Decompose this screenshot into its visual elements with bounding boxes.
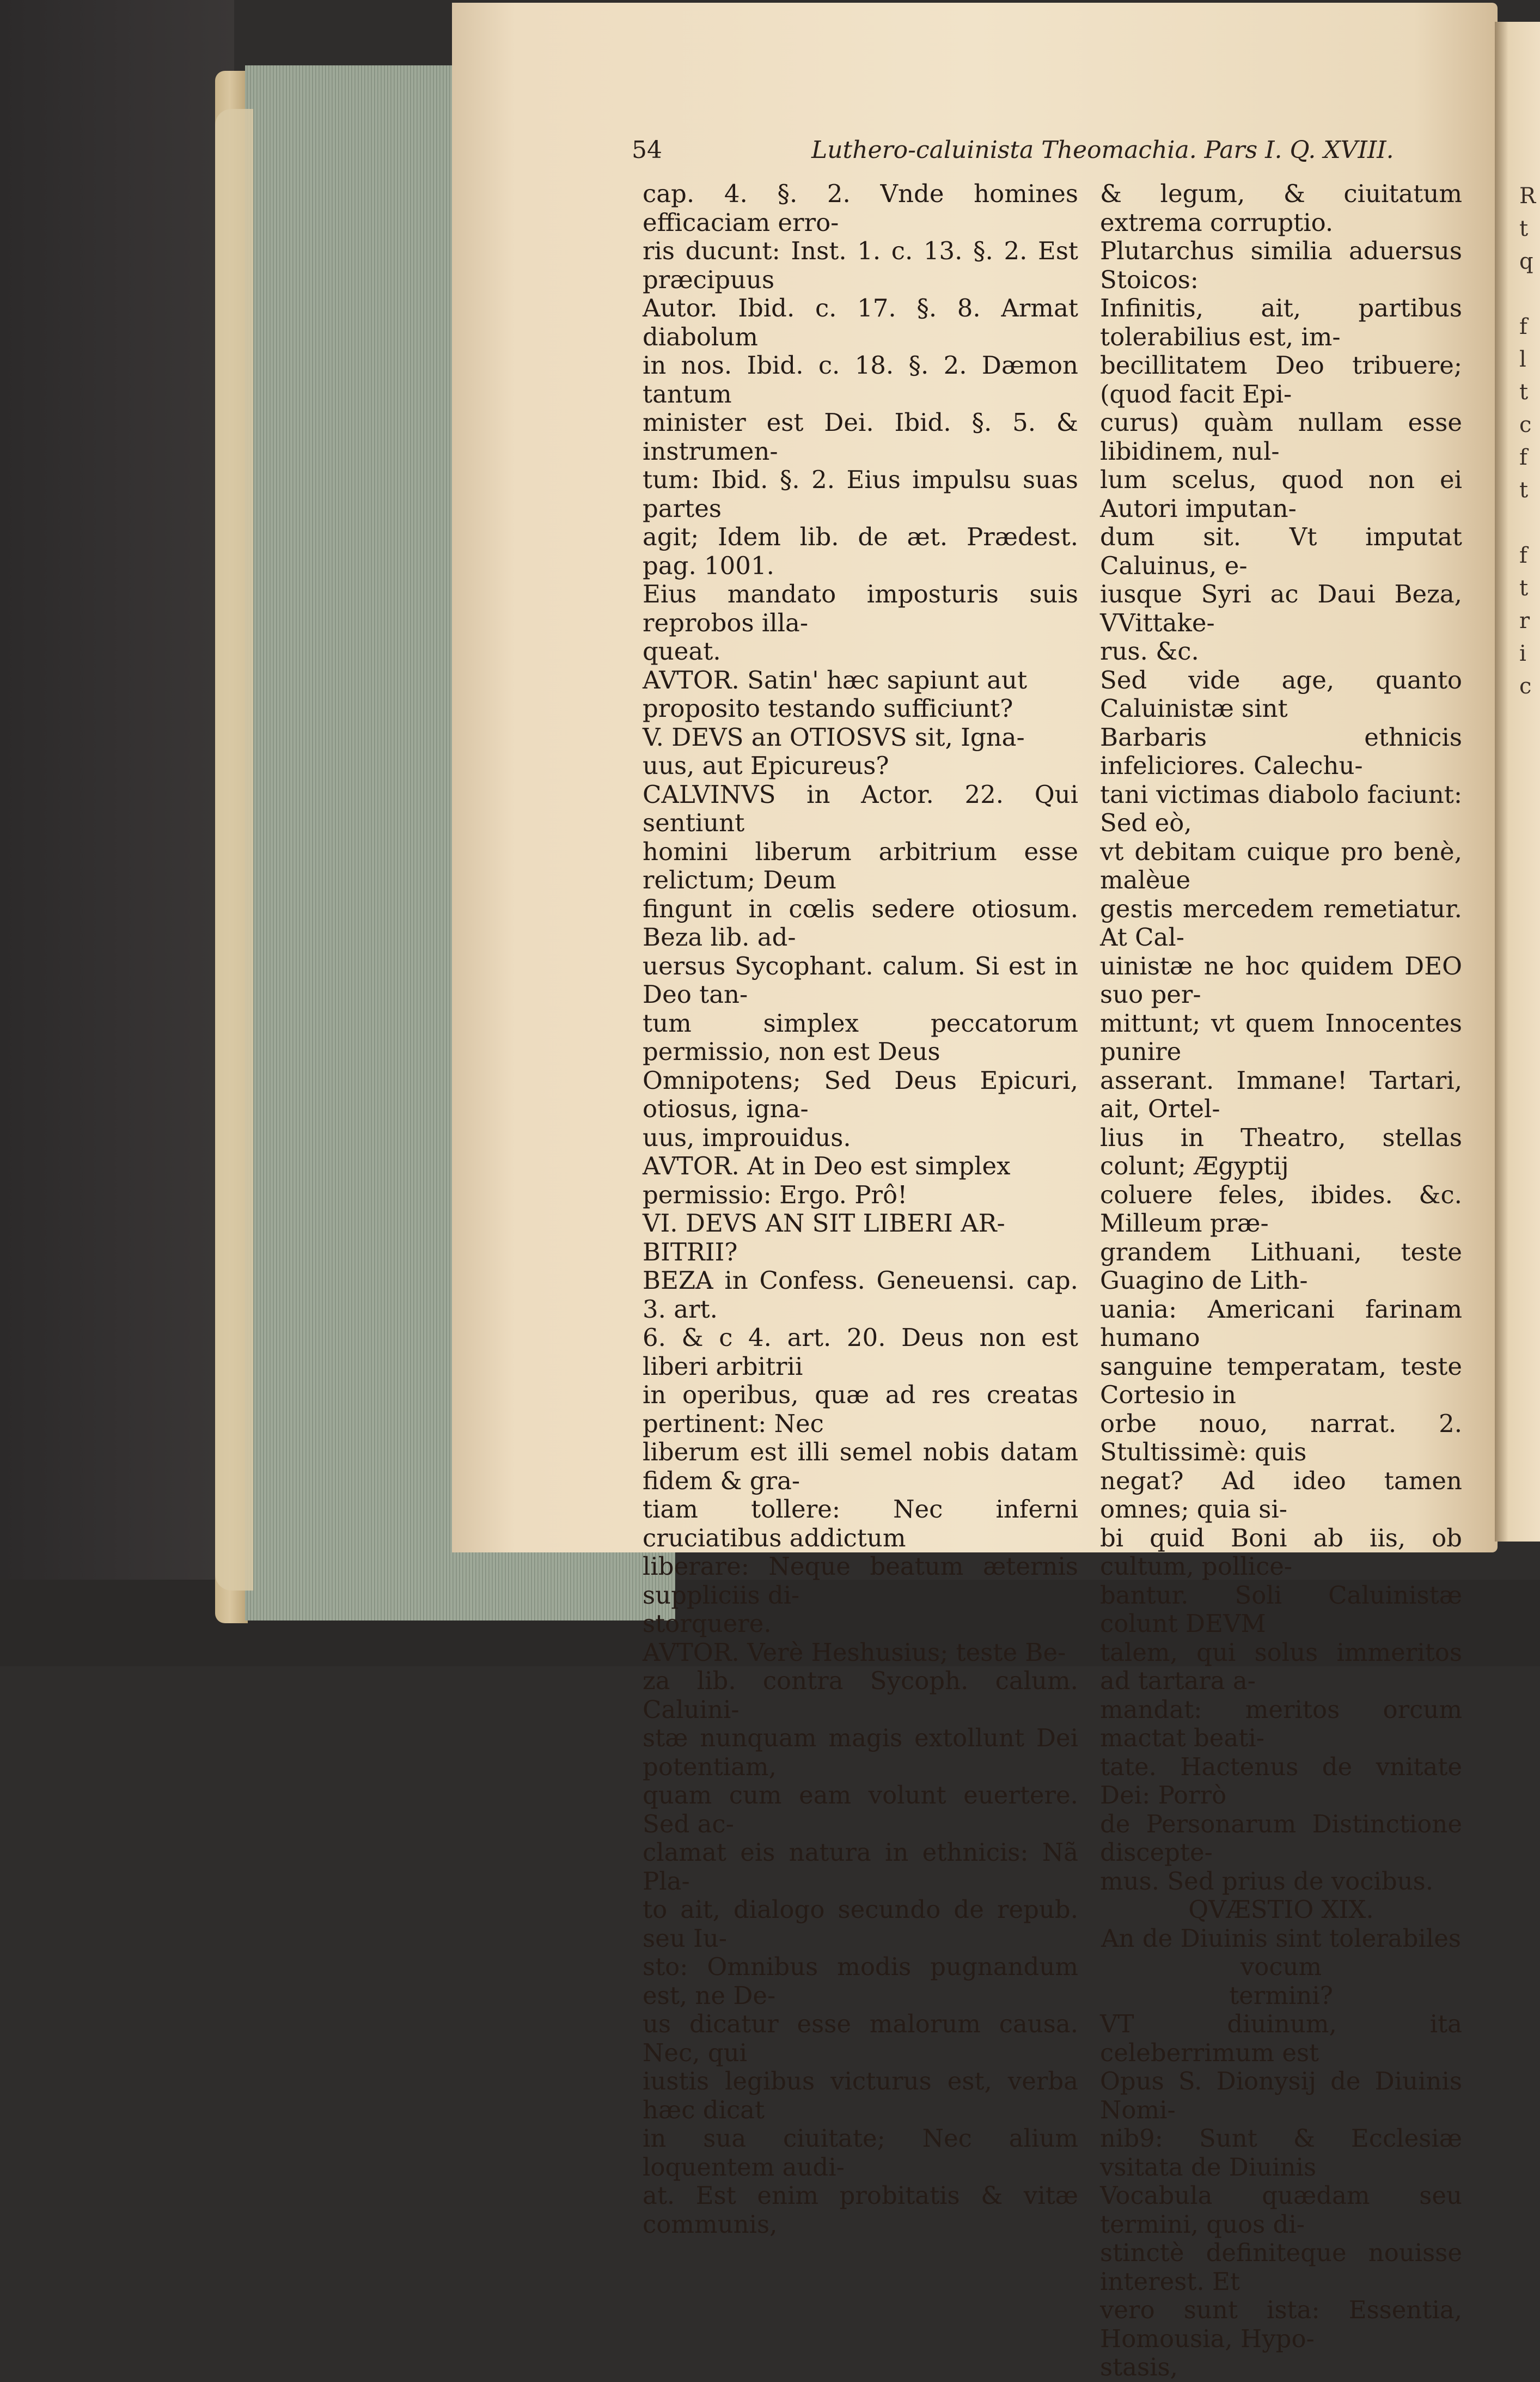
text-line: Autor. Ibid. c. 17. §. 8. Armat diabolum <box>643 294 1078 351</box>
text-line: talem, qui solus immeritos ad tartara a- <box>1100 1637 1462 1695</box>
text-line: curus) quàm nullam esse libidinem, nul- <box>1100 408 1462 466</box>
text-line: dum sit. Vt imputat Caluinus, e- <box>1100 522 1462 580</box>
text-line: sanguine temperatam, teste Cortesio in <box>1100 1351 1462 1409</box>
text-line: 6. & c 4. art. 20. Deus non est liberi arbitrii <box>643 1323 1078 1381</box>
text-line: tani victimas diabolo faciunt: Sed eò, <box>1100 779 1462 837</box>
page-number: 54 <box>632 136 662 164</box>
text-line: VT diuinum, ita celeberrimum est <box>1100 2009 1462 2067</box>
text-line: cap. 4. §. 2. Vnde homines efficaciam erro- <box>643 179 1078 237</box>
text-line: de Personarum Distinctione discepte- <box>1100 1809 1462 1867</box>
margin-fragment: c <box>1519 412 1532 437</box>
text-line: termini? <box>1229 1981 1333 2010</box>
text-line: negat? Ad ideo tamen omnes; quia si- <box>1100 1466 1462 1524</box>
text-line: VI. DEVS AN SIT LIBERI AR- <box>643 1209 1005 1238</box>
text-line: orbe nouo, narrat. 2. Stultissimè: quis <box>1100 1409 1462 1466</box>
text-line: Opus S. Dionysij de Diuinis Nomi- <box>1100 2067 1462 2124</box>
text-line: V. DEVS an OTIOSVS sit, Igna- <box>643 722 1025 752</box>
text-line: in sua ciuitate; Nec alium loquentem audi- <box>643 2124 1078 2182</box>
text-line: liberare: Neque beatum æternis suppliciis di- <box>643 1552 1078 1610</box>
margin-fragment: f <box>1519 445 1527 470</box>
text-line: mittunt; vt quem Innocentes punire <box>1100 1008 1462 1066</box>
facing-page-margin-text <box>1519 180 1540 703</box>
text-line: liberum est illi semel nobis datam fidem & gra- <box>643 1437 1078 1495</box>
text-line: tiam tollere: Nec inferni cruciatibus addictum <box>643 1495 1078 1552</box>
margin-fragment <box>1519 278 1540 310</box>
text-line: & legum, & ciuitatum extrema corruptio. <box>1100 179 1462 237</box>
margin-fragment <box>1519 507 1540 539</box>
text-line: in operibus, quæ ad res creatas pertinent: Nec <box>643 1380 1078 1438</box>
text-line: Infinitis, ait, partibus tolerabilius est, im- <box>1100 294 1462 351</box>
text-line: uus, aut Epicureus? <box>643 751 889 780</box>
background-left <box>0 0 234 1666</box>
margin-fragment: t <box>1519 478 1529 503</box>
text-line: Vocabula quædam seu termini, quos di- <box>1100 2181 1462 2239</box>
text-line: minister est Dei. Ibid. §. 5. & instrumen- <box>643 408 1078 466</box>
text-line: quam cum eam volunt euertere. Sed ac- <box>643 1781 1078 1838</box>
text-line: storquere. <box>643 1609 772 1638</box>
margin-fragment: c <box>1519 674 1532 699</box>
text-line: BITRII? <box>643 1237 738 1266</box>
margin-fragment: i <box>1519 641 1526 666</box>
margin-fragment: q <box>1519 249 1533 274</box>
text-line: permissio: Ergo. Prô! <box>643 1180 908 1209</box>
text-line: AVTOR. Verè Heshusius; teste Be- <box>643 1637 1066 1667</box>
text-line: AVTOR. At in Deo est simplex <box>643 1152 1011 1180</box>
text-line: nib9: Sunt & Ecclesiæ vsitata de Diuinis <box>1100 2124 1462 2182</box>
text-line: lius in Theatro, stellas colunt; Ægyptij <box>1100 1123 1462 1180</box>
text-line: uinistæ ne hoc quidem DEO suo per- <box>1100 951 1462 1009</box>
text-line: queat. <box>643 637 721 666</box>
page-header <box>632 136 1394 174</box>
text-line: stasis, <box>1100 2353 1178 2381</box>
margin-fragment: f <box>1519 543 1527 568</box>
right-text-column <box>1100 180 1462 2382</box>
text-line: vt debitam cuique pro benè, malèue <box>1100 837 1462 894</box>
margin-fragment: r <box>1519 608 1530 633</box>
text-line: tate. Hactenus de vnitate Dei: Porrò <box>1100 1752 1462 1810</box>
text-line: mus. Sed prius de vocibus. <box>1100 1866 1434 1896</box>
text-line: tum simplex peccatorum permissio, non est Deus <box>643 1008 1078 1066</box>
text-line: gestis mercedem remetiatur. At Cal- <box>1100 894 1462 952</box>
text-line: grandem Lithuani, teste Guagino de Lith- <box>1100 1237 1462 1295</box>
text-line: za lib. contra Sycoph. calum. Caluini- <box>643 1666 1078 1724</box>
text-line: homini liberum arbitrium esse relictum; Deum <box>643 837 1078 894</box>
text-line: uania: Americani farinam humano <box>1100 1294 1462 1352</box>
margin-fragment: l <box>1519 347 1526 372</box>
text-line: BEZA in Confess. Geneuensi. cap. 3. art. <box>643 1266 1078 1324</box>
text-line: uus, improuidus. <box>643 1123 851 1152</box>
text-line: Omnipotens; Sed Deus Epicuri, otiosus, igna- <box>643 1065 1078 1123</box>
text-line: An de Diuinis sint tolerabiles vocum <box>1101 1923 1461 1981</box>
text-line: uersus Sycophant. calum. Si est in Deo tan- <box>643 951 1078 1009</box>
text-line: iusque Syri ac Daui Beza, VVittake- <box>1100 580 1462 637</box>
margin-fragment: t <box>1519 216 1529 241</box>
text-line: asserant. Immane! Tartari, ait, Ortel- <box>1100 1065 1462 1123</box>
text-line: Barbaris ethnicis infeliciores. Calechu- <box>1100 722 1462 780</box>
text-line: proposito testando sufficiunt? <box>643 694 1013 723</box>
margin-fragment: f <box>1519 314 1527 339</box>
text-line: coluere feles, ibides. &c. Milleum præ- <box>1100 1180 1462 1238</box>
text-line: in nos. Ibid. c. 18. §. 2. Dæmon tantum <box>643 351 1078 409</box>
text-line: bi quid Boni ab iis, ob cultum, pollice- <box>1100 1523 1462 1581</box>
left-text-column <box>643 180 1078 2239</box>
text-line: iustis legibus victurus est, verba hæc dicat <box>643 2067 1078 2124</box>
text-line: sto: Omnibus modis pugnandum est, ne De- <box>643 1952 1078 2010</box>
margin-fragment: t <box>1519 576 1529 601</box>
running-head: Luthero-caluinista Theomachia. Pars I. Q. XVIII. <box>811 136 1394 164</box>
text-line: lum scelus, quod non ei Autori imputan- <box>1100 465 1462 523</box>
text-line: AVTOR. Satin' hæc sapiunt aut <box>643 665 1028 695</box>
text-line: stæ nunquam magis extollunt Dei potentiam, <box>643 1723 1078 1781</box>
text-line: fingunt in cœlis sedere otiosum. Beza lib. ad- <box>643 894 1078 952</box>
text-line: tum: Ibid. §. 2. Eius impulsu suas partes <box>643 465 1078 523</box>
cover-spine-curl <box>215 109 253 1591</box>
text-line: to ait, dialogo secundo de repub. seu Iu- <box>643 1895 1078 1953</box>
text-line: vero sunt ista: Essentia, Homousia, Hypo- <box>1100 2295 1462 2353</box>
text-line: at. Est enim probitatis & vitæ communis, <box>643 2181 1078 2239</box>
text-line: stinctè definiteque nouisse interest. Et <box>1100 2238 1462 2296</box>
text-line: Eius mandato imposturis suis reprobos illa- <box>643 580 1078 637</box>
text-line: rus. &c. <box>1100 637 1199 666</box>
text-line: agit; Idem lib. de æt. Prædest. pag. 1001. <box>643 522 1078 580</box>
text-line: CALVINVS in Actor. 22. Qui sentiunt <box>643 779 1078 837</box>
margin-fragment: R <box>1519 184 1536 209</box>
text-line: Plutarchus similia aduersus Stoicos: <box>1100 236 1462 294</box>
text-line: us dicatur esse malorum causa. Nec, qui <box>643 2009 1078 2067</box>
text-line: ris ducunt: Inst. 1. c. 13. §. 2. Est præcipuus <box>643 236 1078 294</box>
margin-fragment: t <box>1519 380 1529 405</box>
text-line: becillitatem Deo tribuere; (quod facit Epi- <box>1100 351 1462 409</box>
text-line: clamat eis natura in ethnicis: Nã Pla- <box>643 1838 1078 1896</box>
text-line: Sed vide age, quanto Caluinistæ sint <box>1100 665 1462 723</box>
text-line: mandat: meritos orcum mactat beati- <box>1100 1695 1462 1752</box>
text-line: QVÆSTIO XIX. <box>1188 1895 1374 1924</box>
text-line: bantur. Soli Caluinistæ colunt DEVM <box>1100 1580 1462 1638</box>
